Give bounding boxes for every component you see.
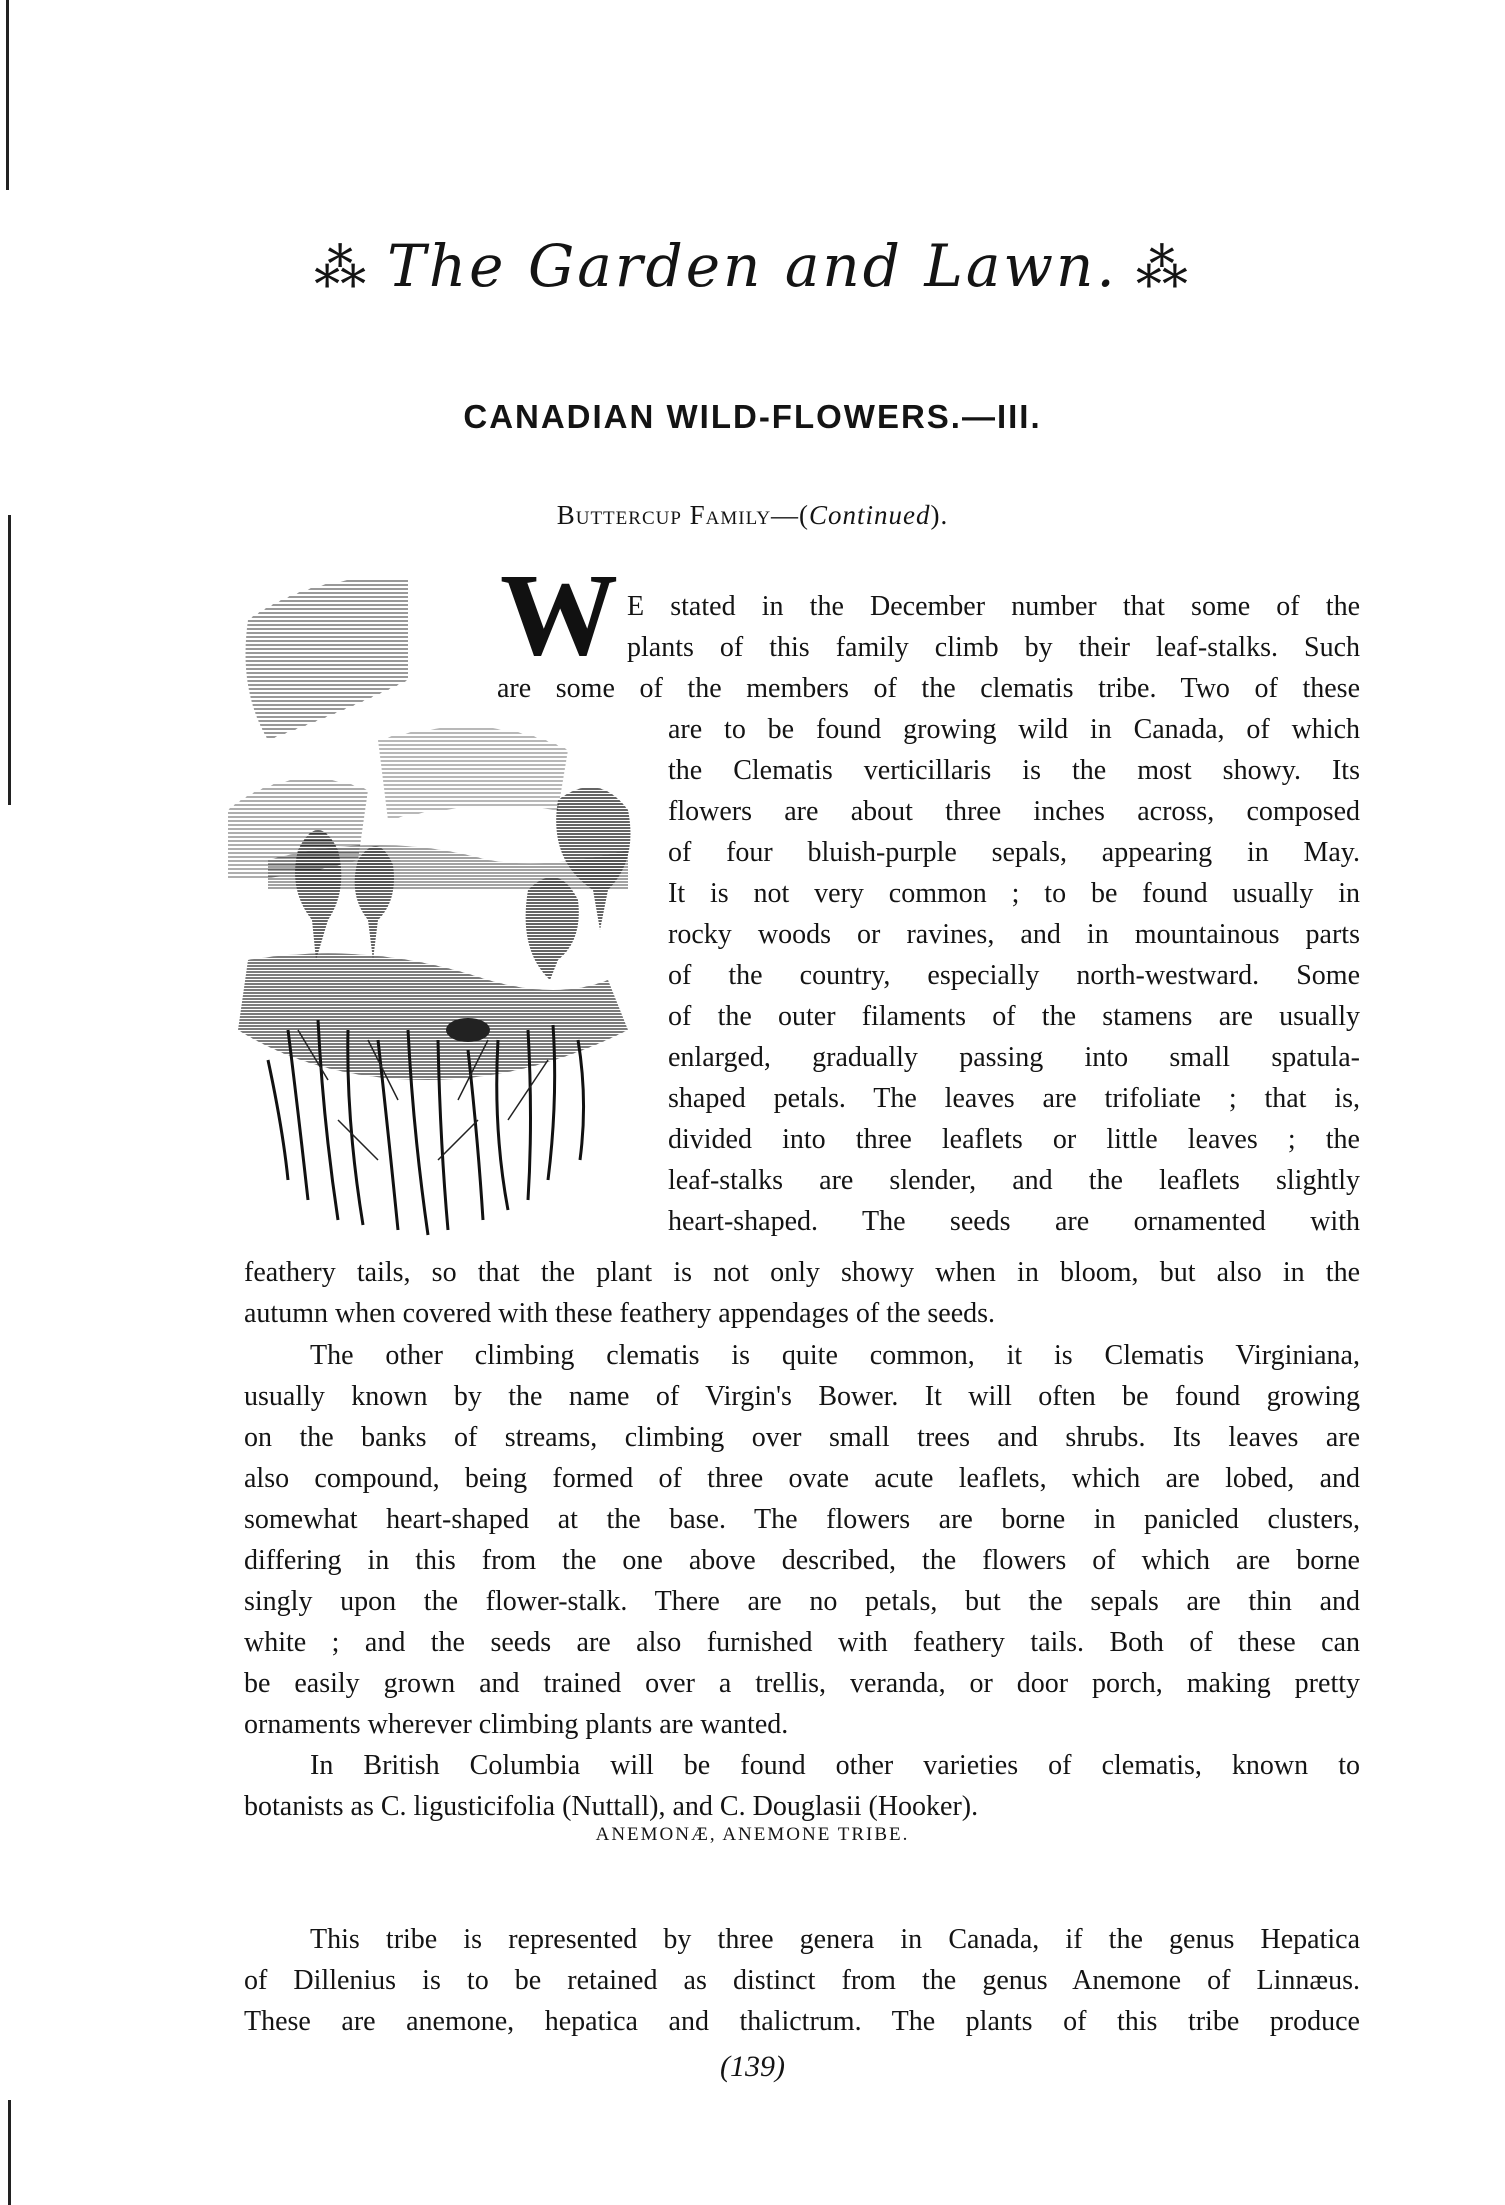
text-line: of four bluish-purple sepals, appearing in May. (668, 837, 1360, 868)
text-line: are some of the members of the clematis tribe. Two of these (497, 673, 1360, 704)
section-heading: ANEMONÆ, ANEMONE TRIBE. (595, 1824, 910, 1845)
text-line: flowers are about three inches across, composed (668, 796, 1360, 827)
text-line: of the country, especially north-westward. Some (668, 960, 1360, 991)
text-line: feathery tails, so that the plant is not only showy when in bloom, but also in the (244, 1257, 1360, 1288)
text-line: The other climbing clematis is quite common, it is Clematis Virginiana, (310, 1340, 1360, 1371)
subtitle-end: ). (930, 500, 949, 530)
ornament-left-icon: ⁂ (314, 239, 370, 299)
article-title: CANADIAN WILD-FLOWERS.—III. (463, 398, 1042, 435)
drop-cap: W (500, 549, 618, 680)
text-line: on the banks of streams, climbing over small trees and shrubs. Its leaves are (244, 1422, 1360, 1453)
text-line: botanists as C. ligusticifolia (Nuttall), and C. Douglasii (Hooker). (244, 1791, 979, 1822)
text-line: divided into three leaflets or little leaves ; the (668, 1124, 1360, 1155)
text-line: differing in this from the one above described, the flowers of which are borne (244, 1545, 1360, 1576)
text-line: This tribe is represented by three genera in Canada, if the genus Hepatica (310, 1924, 1360, 1955)
text-line: of Dillenius is to be retained as distinct from the genus Anemone of Linnæus. (244, 1965, 1360, 1996)
header-title: The Garden and Lawn. (387, 232, 1118, 300)
text-line: are to be found growing wild in Canada, of which (668, 714, 1360, 745)
text-line: enlarged, gradually passing into small spatula- (668, 1042, 1360, 1073)
text-line: be easily grown and trained over a trellis, veranda, or door porch, making pretty (244, 1668, 1360, 1699)
ornament-right-icon: ⁂ (1135, 239, 1191, 299)
subtitle-italic: Continued (809, 500, 931, 530)
text-line: usually known by the name of Virgin's Bower. It will often be found growing (244, 1381, 1360, 1412)
text-line: ornaments wherever climbing plants are wanted. (244, 1709, 789, 1740)
subtitle-main: Buttercup Family—( (556, 500, 810, 530)
text-line: white ; and the seeds are also furnished with feathery tails. Both of these can (244, 1627, 1360, 1658)
text-line: the Clematis verticillaris is the most showy. Its (668, 755, 1360, 786)
text-line: These are anemone, hepatica and thalictrum. The plants of this tribe produce (244, 2006, 1360, 2037)
text-line: of the outer filaments of the stamens are usually (668, 1001, 1360, 1032)
text-line: also compound, being formed of three ovate acute leaflets, which are lobed, and (244, 1463, 1360, 1494)
text-line: shaped petals. The leaves are trifoliate ; that is, (668, 1083, 1360, 1114)
page-number: (139) (720, 2050, 785, 2083)
text-line: In British Columbia will be found other varieties of clematis, known to (310, 1750, 1360, 1781)
text-line: singly upon the flower-stalk. There are no petals, but the sepals are thin and (244, 1586, 1360, 1617)
text-line: plants of this family climb by their leaf-stalks. Such (627, 632, 1360, 663)
text-line: leaf-stalks are slender, and the leaflets slightly (668, 1165, 1360, 1196)
text-line: E stated in the December number that some of the (627, 591, 1360, 622)
text-line: autumn when covered with these feathery appendages of the seeds. (244, 1298, 996, 1329)
text-line: somewhat heart-shaped at the base. The flowers are borne in panicled clusters, (244, 1504, 1360, 1535)
text-line: heart-shaped. The seeds are ornamented with (668, 1206, 1360, 1237)
text-line: It is not very common ; to be found usually in (668, 878, 1360, 909)
text-line: rocky woods or ravines, and in mountainous parts (668, 919, 1360, 950)
